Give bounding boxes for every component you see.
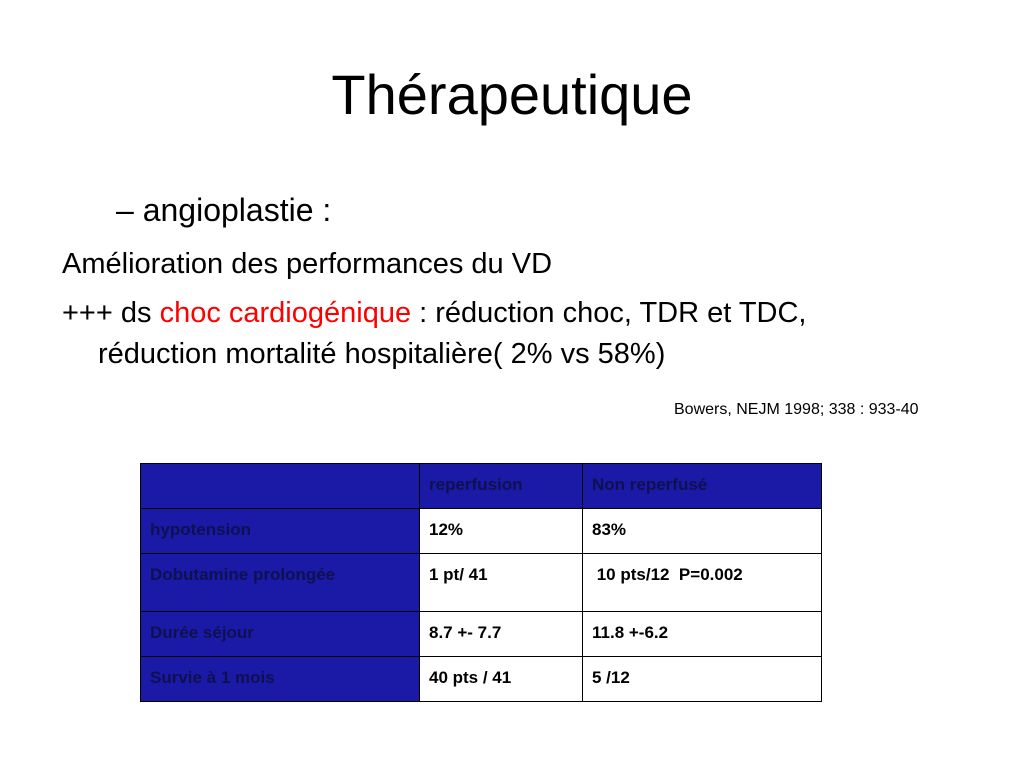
table-row-label: Survie à 1 mois	[141, 657, 420, 702]
text-line-amelioration: Amélioration des performances du VD	[62, 248, 553, 280]
table-cell: 83%	[583, 509, 822, 554]
table-cell: 5 /12	[583, 657, 822, 702]
slide-title: Thérapeutique	[331, 63, 693, 126]
results-table	[140, 463, 822, 702]
choc-cardiogenique-highlight: choc cardiogénique	[159, 297, 412, 329]
table-row	[141, 657, 822, 702]
text-line-choc-prefix: +++ ds	[62, 297, 160, 329]
table-row	[141, 612, 822, 657]
table-header-cell	[141, 464, 420, 509]
table-row	[141, 509, 822, 554]
table-cell: 10 pts/12 P=0.002	[583, 554, 822, 612]
table-header-cell: Non reperfusé	[583, 464, 822, 509]
text-line-choc-suffix: : réduction choc, TDR et TDC,	[411, 297, 807, 329]
sub-bullet-angioplastie: – angioplastie :	[116, 192, 332, 228]
table-row-label: Durée séjour	[141, 612, 420, 657]
table-row	[141, 554, 822, 612]
table-cell: 8.7 +- 7.7	[420, 612, 583, 657]
table-cell: 12%	[420, 509, 583, 554]
text-line-mortalite: réduction mortalité hospitalière( 2% vs 58%)	[98, 338, 666, 370]
table-cell: 40 pts / 41	[420, 657, 583, 702]
text-line-choc	[62, 294, 807, 332]
table-cell: 1 pt/ 41	[420, 554, 583, 612]
table-header-cell: reperfusion	[420, 464, 583, 509]
table-header-row	[141, 464, 822, 509]
table-row-label: Dobutamine prolongée	[141, 554, 420, 612]
citation: Bowers, NEJM 1998; 338 : 933-40	[674, 401, 919, 418]
table-row-label: hypotension	[141, 509, 420, 554]
table-cell: 11.8 +-6.2	[583, 612, 822, 657]
